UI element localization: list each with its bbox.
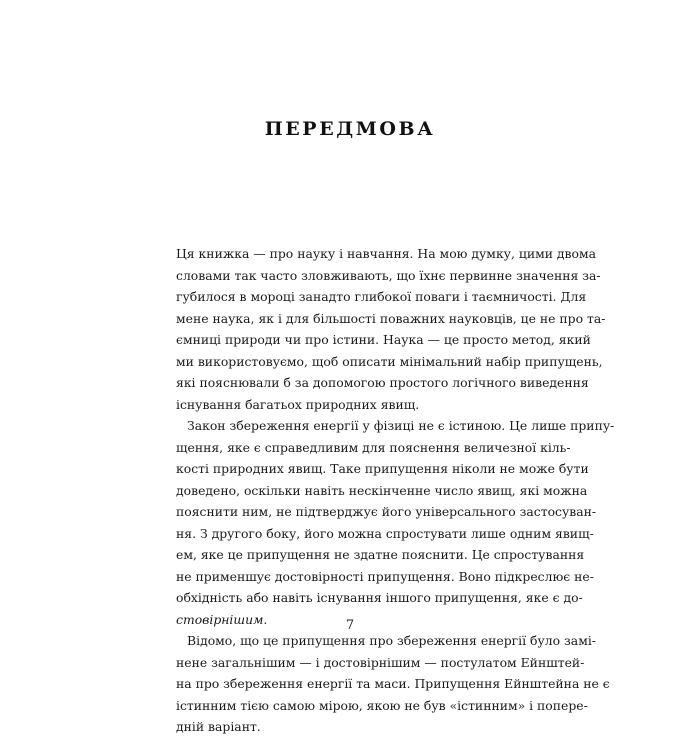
paragraph-2 xyxy=(176,415,615,630)
text-line: пояснити ним, не підтверджує його універсального застосуван- xyxy=(176,504,597,519)
text-line: губилося в мороці занадто глибокої поваги і таємничості. Для xyxy=(176,289,587,304)
punctuation: . xyxy=(263,611,268,627)
text-line: ємниці природи чи про істини. Наука — це просто метод, який xyxy=(176,332,591,347)
text-line: Закон збереження енергії у фізиці не є істиною. Це лише припу- xyxy=(187,418,615,433)
text-line: Відомо, що це припущення про збереження енергії було замі- xyxy=(187,633,596,648)
text-line: Ця книжка — про науку і навчання. На мою думку, цими двома xyxy=(176,246,597,261)
paragraph-1 xyxy=(176,243,606,415)
text-line: мене наука, як і для більшості поважних науковців, це не про та- xyxy=(176,310,606,326)
text-line: не применшує достовірності припущення. Воно підкреслює не- xyxy=(176,568,594,584)
text-line: доведено, оскільки навіть нескінченне число явищ, які можна xyxy=(176,482,588,498)
text-line: обхідність або навіть існування іншого припущення, яке є до- xyxy=(176,590,583,605)
text-line: кості природних явищ. Таке припущення ніколи не може бути xyxy=(176,461,589,476)
paragraph-3 xyxy=(176,630,610,738)
text-line: щення, яке є справедливим для пояснення величезної кіль- xyxy=(176,439,571,455)
body-text xyxy=(176,243,615,738)
text-line: ем, яке це припущення не здатне пояснити. Це спростування xyxy=(176,547,585,562)
text-line: які пояснювали б за допомогою простого логічного виведення xyxy=(176,375,589,390)
page-number: 7 xyxy=(345,618,355,633)
page-title: ПЕРЕДМОВА xyxy=(264,118,436,140)
text-line: істинним тією самою мірою, якою не був «істинним» і попере- xyxy=(176,697,588,713)
italic-word: стовірнішим xyxy=(176,611,264,627)
text-line: дній варіант. xyxy=(176,719,261,734)
text-line: ми використовуємо, щоб описати мінімальний набір припущень, xyxy=(176,353,603,369)
text-line: на про збереження енергії та маси. Припущення Ейнштейна не є xyxy=(176,676,610,691)
text-line: словами так часто зловживають, що їхнє первинне значення за- xyxy=(176,267,601,283)
text-line: ня. З другого боку, його можна спростувати лише одним явищ- xyxy=(176,525,594,541)
text-line: нене загальнішим — і достовірнішим — постулатом Ейнштей- xyxy=(176,654,585,670)
text-line: існування багатьох природних явищ. xyxy=(176,396,420,412)
